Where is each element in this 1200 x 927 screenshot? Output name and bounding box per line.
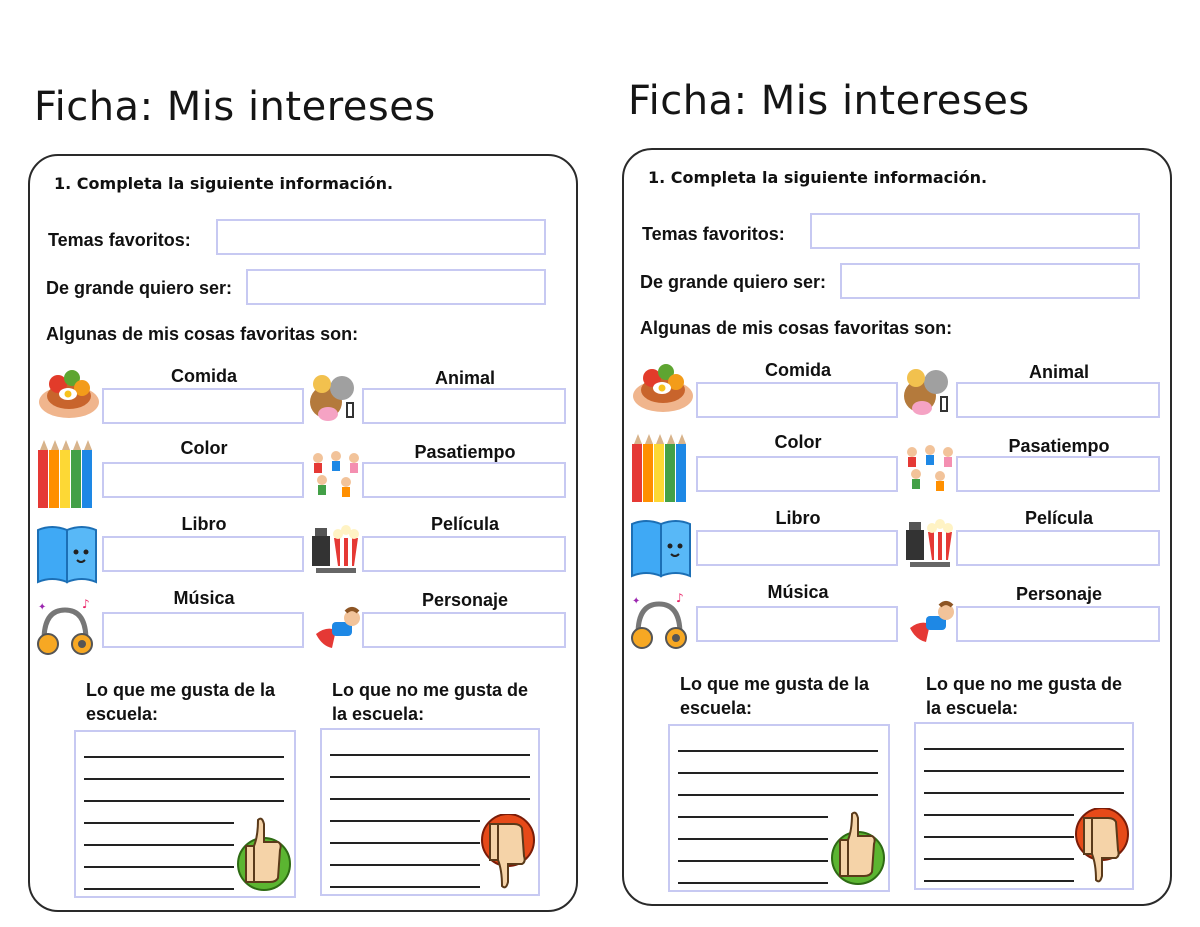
movie-popcorn-icon — [310, 518, 364, 574]
future-job-label: De grande quiero ser: — [46, 278, 233, 298]
likes-label: Lo que me gusta de la escuela: — [680, 674, 870, 718]
worksheet-card — [622, 148, 1172, 906]
book-icon — [630, 516, 692, 578]
category-label: Película — [1024, 508, 1094, 528]
kids-playing-icon — [904, 444, 956, 492]
category-label: Libro — [181, 514, 227, 534]
worksheet-card — [28, 154, 578, 912]
category-label: Pasatiempo — [1008, 436, 1110, 456]
dislikes-writing-box[interactable] — [914, 722, 1134, 890]
category-label: Libro — [775, 508, 821, 528]
category-label: Personaje — [421, 590, 509, 610]
favorite-topics-field[interactable] — [216, 219, 546, 255]
character-field[interactable] — [362, 612, 566, 648]
svg-text:✦: ✦ — [38, 602, 47, 613]
kids-playing-icon — [310, 450, 362, 498]
color-field[interactable] — [696, 456, 898, 492]
svg-text:♪: ♪ — [82, 597, 90, 611]
food-field[interactable] — [696, 382, 898, 418]
book-field[interactable] — [102, 536, 304, 572]
category-label: Pasatiempo — [414, 442, 516, 462]
movie-field[interactable] — [956, 530, 1160, 566]
food-plate-icon — [38, 362, 100, 420]
instruction: 1. Completa la siguiente información. — [54, 174, 394, 193]
food-plate-icon — [632, 356, 694, 414]
food-field[interactable] — [102, 388, 304, 424]
future-job-label: De grande quiero ser: — [640, 272, 827, 292]
likes-writing-box[interactable] — [74, 730, 296, 898]
category-label: Música — [173, 588, 235, 608]
superhero-icon — [312, 604, 364, 652]
animal-field[interactable] — [956, 382, 1160, 418]
movie-field[interactable] — [362, 536, 566, 572]
svg-text:✦: ✦ — [632, 596, 641, 607]
dislikes-label: Lo que no me gusta de la escuela: — [926, 674, 1123, 718]
color-field[interactable] — [102, 462, 304, 498]
svg-text:♪: ♪ — [676, 591, 684, 605]
thumbs-down-icon — [1074, 808, 1130, 884]
favorites-heading: Algunas de mis cosas favoritas son: — [46, 324, 359, 344]
book-field[interactable] — [696, 530, 898, 566]
category-label: Comida — [764, 360, 831, 380]
worksheet-left — [28, 84, 588, 904]
favorite-topics-label: Temas favoritos: — [642, 224, 785, 244]
worksheet-title: Ficha: Mis intereses — [34, 84, 436, 130]
headphones-music-icon — [628, 590, 690, 656]
category-label: Comida — [170, 366, 237, 386]
book-icon — [36, 522, 98, 584]
music-field[interactable] — [696, 606, 898, 642]
worksheet-right — [622, 78, 1182, 898]
character-field[interactable] — [956, 606, 1160, 642]
likes-label: Lo que me gusta de la escuela: — [86, 680, 276, 724]
farm-animals-icon — [898, 360, 956, 418]
headphones-music-icon — [34, 596, 96, 662]
thumbs-down-icon — [480, 814, 536, 890]
superhero-icon — [906, 598, 958, 646]
favorites-heading: Algunas de mis cosas favoritas son: — [640, 318, 953, 338]
category-label: Personaje — [1015, 584, 1103, 604]
category-label: Música — [767, 582, 829, 602]
farm-animals-icon — [304, 366, 362, 424]
likes-writing-box[interactable] — [668, 724, 890, 892]
category-label: Color — [180, 438, 228, 458]
future-job-field[interactable] — [840, 263, 1140, 299]
category-label: Película — [430, 514, 500, 534]
dislikes-label: Lo que no me gusta de la escuela: — [332, 680, 529, 724]
hobby-field[interactable] — [956, 456, 1160, 492]
worksheet-title: Ficha: Mis intereses — [628, 78, 1030, 124]
animal-field[interactable] — [362, 388, 566, 424]
dislikes-writing-box[interactable] — [320, 728, 540, 896]
instruction: 1. Completa la siguiente información. — [648, 168, 988, 187]
category-label: Animal — [1028, 362, 1089, 382]
colored-pencils-icon — [36, 440, 96, 508]
category-label: Color — [774, 432, 822, 452]
movie-popcorn-icon — [904, 512, 958, 568]
thumbs-up-icon — [236, 812, 292, 892]
category-label: Animal — [434, 368, 495, 388]
colored-pencils-icon — [630, 434, 690, 502]
favorite-topics-field[interactable] — [810, 213, 1140, 249]
favorite-topics-label: Temas favoritos: — [48, 230, 191, 250]
thumbs-up-icon — [830, 806, 886, 886]
music-field[interactable] — [102, 612, 304, 648]
hobby-field[interactable] — [362, 462, 566, 498]
future-job-field[interactable] — [246, 269, 546, 305]
